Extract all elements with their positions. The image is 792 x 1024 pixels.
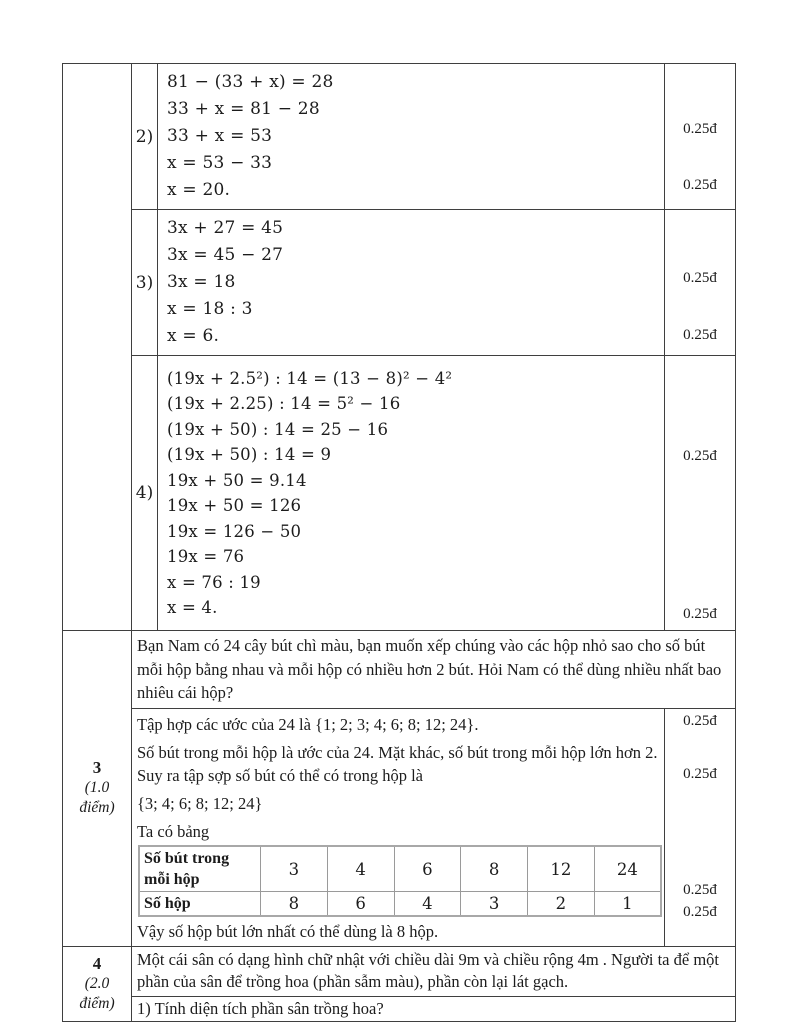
equation-line: 3x = 45 − 27 bbox=[167, 245, 284, 265]
table-cell: 12 bbox=[528, 846, 595, 892]
equation-line: x = 76 : 19 bbox=[167, 572, 261, 592]
question-3-number-cell bbox=[63, 631, 132, 947]
question-statement: Bạn Nam có 24 cây bút chì màu, bạn muốn xếp chúng vào các hộp nhỏ sao cho số bút mỗi hộp bằng nhau và mỗi hộp có nhiều hơn 2 bút. Hỏi Nam có thể dùng nhiều nhất bao nhiêu cái hộp? bbox=[137, 636, 722, 702]
table-cell: 2 bbox=[528, 892, 595, 917]
points-value: 0.25đ bbox=[683, 327, 717, 343]
equation-block bbox=[158, 361, 664, 626]
equation-line: 19x = 126 − 50 bbox=[167, 521, 302, 541]
question-part-1: 1) Tính diện tích phần sân trồng hoa? bbox=[137, 998, 384, 1018]
table-cell: 6 bbox=[394, 846, 461, 892]
table-intro: Ta có bảng bbox=[137, 821, 210, 841]
boxes-table-row-boxes bbox=[139, 892, 661, 917]
row-header-box-count: Số hộp bbox=[139, 892, 261, 917]
points-cell bbox=[665, 64, 736, 210]
boxes-table-row-pens bbox=[139, 846, 661, 892]
question-number: 4 bbox=[92, 953, 102, 973]
equation-line: x = 20. bbox=[167, 180, 231, 200]
equation-line: 19x + 50 = 9.14 bbox=[167, 470, 307, 490]
equation-line: 19x = 76 bbox=[167, 547, 245, 566]
row-subitem-2 bbox=[63, 64, 736, 210]
table-cell: 3 bbox=[261, 846, 328, 892]
points-cell bbox=[665, 356, 736, 631]
subitem-3-label: 3) bbox=[132, 210, 158, 356]
equation-line: 33 + x = 81 − 28 bbox=[167, 99, 320, 119]
equation-line: x = 4. bbox=[167, 598, 218, 617]
question-3-statement-cell bbox=[132, 631, 736, 709]
table-cell: 8 bbox=[261, 892, 328, 917]
points-value: 0.25đ bbox=[683, 903, 717, 920]
question-number: 3 bbox=[92, 758, 102, 778]
equation-line: x = 18 : 3 bbox=[167, 299, 253, 319]
question-statement: Một cái sân có dạng hình chữ nhật với chiều dài 9m và chiều rộng 4m . Người ta để một phần của sân để trồng hoa (phần sẫm màu), phần còn lại lát gạch. bbox=[132, 947, 735, 997]
question-4-number-cell bbox=[63, 946, 132, 1021]
solution-step-2: Số bút trong mỗi hộp là ước của 24. Mặt khác, số bút trong mỗi hộp lớn hơn 2. Suy ra tập sợp số bút có thể có trong hộp là bbox=[137, 742, 658, 785]
points-value: 0.25đ bbox=[683, 712, 717, 729]
equation-line: 33 + x = 53 bbox=[167, 126, 273, 146]
question-score: (1.0 điểm) bbox=[79, 779, 115, 817]
row-subitem-3 bbox=[63, 210, 736, 356]
question-score: (2.0 điểm) bbox=[79, 974, 115, 1012]
answer-key-table bbox=[62, 63, 736, 1022]
solution-conclusion: Vậy số hộp bút lớn nhất có thể dùng là 8 hộp. bbox=[137, 922, 439, 941]
row-header-pens-per-box: Số bút trong mỗi hộp bbox=[139, 846, 261, 892]
points-value: 0.25đ bbox=[683, 121, 717, 137]
points-value: 0.25đ bbox=[683, 177, 717, 193]
subitem-3-solution bbox=[158, 210, 665, 356]
boxes-table bbox=[138, 845, 662, 917]
subitem-2-solution bbox=[158, 64, 665, 210]
equation-line: 3x + 27 = 45 bbox=[167, 218, 284, 238]
row-question-3-statement bbox=[63, 631, 736, 709]
table-cell: 4 bbox=[394, 892, 461, 917]
table-cell: 8 bbox=[461, 846, 528, 892]
table-cell: 6 bbox=[327, 892, 394, 917]
points-value: 0.25đ bbox=[683, 765, 717, 782]
subitem-2-label: 2) bbox=[132, 64, 158, 210]
question-4-statement-cell bbox=[132, 946, 736, 1021]
equation-line: (19x + 50) : 14 = 25 − 16 bbox=[167, 419, 389, 439]
table-cell: 3 bbox=[461, 892, 528, 917]
equation-line: 81 − (33 + x) = 28 bbox=[167, 72, 334, 92]
points-cell bbox=[665, 210, 736, 356]
solution-block bbox=[132, 709, 664, 946]
points-value: 0.25đ bbox=[683, 448, 717, 464]
points-value: 0.25đ bbox=[683, 270, 717, 286]
equation-line: (19x + 50) : 14 = 9 bbox=[167, 445, 332, 464]
row-subitem-4 bbox=[63, 356, 736, 631]
equation-line: (19x + 2.5²) : 14 = (13 − 8)² − 4² bbox=[167, 368, 453, 388]
points-value: 0.25đ bbox=[683, 606, 717, 622]
points-cell bbox=[665, 708, 736, 946]
equation-line: 3x = 18 bbox=[167, 272, 236, 292]
subitem-4-label: 4) bbox=[132, 356, 158, 631]
solution-step-2-set: {3; 4; 6; 8; 12; 24} bbox=[137, 793, 263, 813]
table-cell: 24 bbox=[594, 846, 661, 892]
question-number-cell-empty bbox=[63, 64, 132, 631]
equation-block bbox=[158, 210, 664, 355]
equation-line: x = 53 − 33 bbox=[167, 153, 273, 173]
table-cell: 4 bbox=[327, 846, 394, 892]
subitem-4-solution bbox=[158, 356, 665, 631]
equation-line: x = 6. bbox=[167, 326, 220, 346]
equation-line: (19x + 2.25) : 14 = 5² − 16 bbox=[167, 394, 401, 413]
points-value: 0.25đ bbox=[683, 881, 717, 898]
equation-block bbox=[158, 64, 664, 209]
question-3-solution-cell bbox=[132, 708, 665, 946]
equation-line: 19x + 50 = 126 bbox=[167, 496, 302, 515]
row-question-3-solution bbox=[63, 708, 736, 946]
solution-step-1: Tập hợp các ước của 24 là {1; 2; 3; 4; 6; 8; 12; 24}. bbox=[137, 714, 479, 734]
row-question-4 bbox=[63, 946, 736, 1021]
table-cell: 1 bbox=[594, 892, 661, 917]
